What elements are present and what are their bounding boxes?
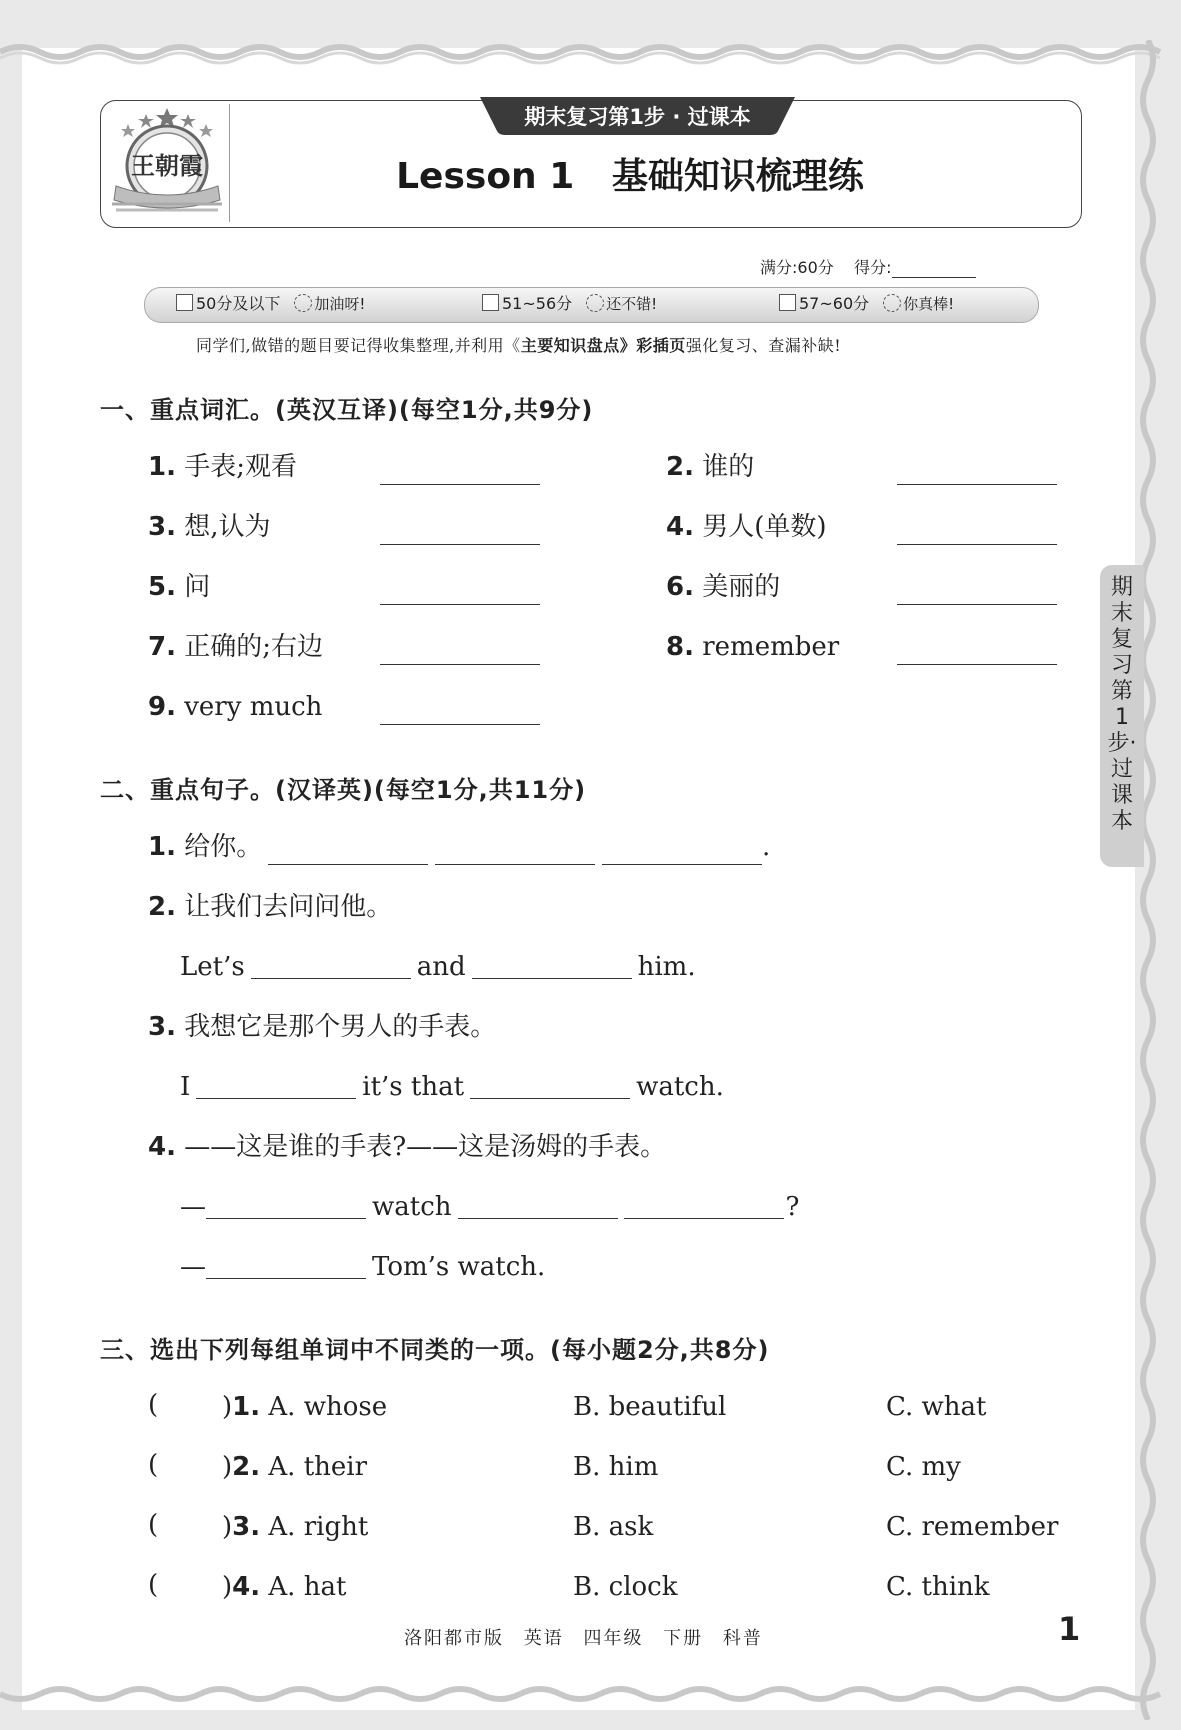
choice-c: C. what	[886, 1392, 987, 1422]
answer-paren-open[interactable]: (	[148, 1510, 159, 1540]
answer-blank[interactable]	[897, 544, 1057, 545]
grade-range: 50分及以下	[196, 294, 281, 313]
choice-row-2: )2. A. their	[222, 1452, 368, 1482]
answer-blank[interactable]	[380, 724, 540, 725]
got-score-label: 得分:	[854, 258, 892, 277]
lesson-title: Lesson 1 基础知识梳理练	[396, 156, 864, 197]
choice-c: C. remember	[886, 1512, 1059, 1542]
answer-blank[interactable]	[268, 864, 428, 865]
answer-blank[interactable]	[458, 1192, 618, 1219]
grade-cheer: 加油呀!	[314, 295, 366, 313]
checkbox-icon[interactable]	[482, 294, 499, 311]
footer-text: 洛阳都市版 英语 四年级 下册 科普	[404, 1628, 763, 1649]
note-post: 强化复习、查漏补缺!	[685, 336, 842, 355]
answer-blank[interactable]	[380, 544, 540, 545]
sentence-q4: 4. ——这是谁的手表?——这是汤姆的手表。	[148, 1132, 667, 1162]
answer-blank[interactable]	[897, 604, 1057, 605]
vocab-item-4: 4. 男人(单数)	[666, 512, 827, 542]
answer-blank[interactable]	[206, 1192, 366, 1219]
wavy-border-bottom	[0, 1680, 1181, 1720]
step-banner-text: 期末复习第1步 · 过课本	[524, 105, 751, 129]
note-pre: 同学们,做错的题目要记得收集整理,并利用《	[196, 336, 521, 355]
vocab-item-8: 8. remember	[666, 632, 840, 662]
grade-cheer: 还不错!	[606, 295, 658, 313]
smiley-icon	[883, 294, 901, 312]
answer-blank[interactable]	[470, 1072, 630, 1099]
grade-cheer: 你真棒!	[903, 295, 955, 313]
answer-blank[interactable]	[380, 484, 540, 485]
choice-row-4: )4. A. hat	[222, 1572, 347, 1602]
side-tab-text: 期末复习第1步·过课本	[1107, 575, 1137, 834]
vocab-item-6: 6. 美丽的	[666, 572, 781, 602]
vocab-item-5: 5. 问	[148, 572, 211, 602]
sentence-q3: 3. 我想它是那个男人的手表。	[148, 1012, 497, 1042]
instruction-note	[196, 333, 841, 356]
smiley-icon	[294, 294, 312, 312]
page-number: 1	[1058, 1610, 1081, 1648]
score-line	[760, 255, 976, 278]
answer-blank[interactable]	[380, 664, 540, 665]
grade-item-1	[176, 292, 365, 316]
grade-item-2	[482, 292, 657, 316]
answer-blank[interactable]	[435, 864, 595, 865]
note-bold: 主要知识盘点》彩插页	[520, 336, 686, 355]
logo-text: 王朝霞	[131, 151, 203, 180]
sentence-q4-answer-2: — Tom’s watch.	[180, 1252, 546, 1282]
section2-title: 二、重点句子。(汉译英)(每空1分,共11分)	[100, 776, 587, 804]
section3-title: 三、选出下列每组单词中不同类的一项。(每小题2分,共8分)	[100, 1336, 770, 1364]
vocab-item-9: 9. very much	[148, 692, 323, 722]
choice-c: C. think	[886, 1572, 990, 1602]
full-score-label: 满分:60分	[760, 258, 834, 277]
answer-paren-open[interactable]: (	[148, 1450, 159, 1480]
wavy-border-top	[0, 30, 1181, 70]
vocab-item-3: 3. 想,认为	[148, 512, 271, 542]
brand-logo	[108, 104, 226, 224]
answer-blank[interactable]	[206, 1252, 366, 1279]
choice-row-1: )1. A. whose	[222, 1392, 388, 1422]
vocab-item-7: 7. 正确的;右边	[148, 632, 323, 662]
sentence-q1-end: .	[762, 832, 771, 862]
choice-b: B. beautiful	[573, 1392, 727, 1422]
answer-blank[interactable]	[472, 952, 632, 979]
vocab-item-1: 1. 手表;观看	[148, 452, 297, 482]
choice-c: C. my	[886, 1452, 961, 1482]
section1-title: 一、重点词汇。(英汉互译)(每空1分,共9分)	[100, 396, 594, 424]
checkbox-icon[interactable]	[176, 294, 193, 311]
answer-blank[interactable]	[602, 864, 762, 865]
score-blank[interactable]	[892, 261, 976, 278]
sentence-q2-answer: Let’s and him.	[180, 952, 696, 982]
sentence-q3-answer: I it’s that watch.	[180, 1072, 724, 1102]
answer-blank[interactable]	[251, 952, 411, 979]
answer-paren-open[interactable]: (	[148, 1390, 159, 1420]
answer-blank[interactable]	[196, 1072, 356, 1099]
vocab-item-2: 2. 谁的	[666, 452, 755, 482]
sentence-q1: 1. 给你。	[148, 832, 263, 862]
choice-row-3: )3. A. right	[222, 1512, 369, 1542]
logo-divider	[229, 104, 230, 222]
wavy-border-right	[1128, 40, 1168, 1720]
checkbox-icon[interactable]	[779, 294, 796, 311]
choice-b: B. clock	[573, 1572, 678, 1602]
grade-item-3	[779, 292, 954, 316]
smiley-icon	[586, 294, 604, 312]
answer-blank[interactable]	[897, 664, 1057, 665]
answer-blank[interactable]	[624, 1192, 784, 1219]
answer-blank[interactable]	[380, 604, 540, 605]
sentence-q2: 2. 让我们去问问他。	[148, 892, 393, 922]
grade-range: 51~56分	[502, 294, 573, 313]
answer-blank[interactable]	[897, 484, 1057, 485]
grade-range: 57~60分	[799, 294, 870, 313]
choice-b: B. him	[573, 1452, 659, 1482]
sentence-q4-answer-1: — watch ?	[180, 1192, 800, 1222]
answer-paren-open[interactable]: (	[148, 1570, 159, 1600]
choice-b: B. ask	[573, 1512, 654, 1542]
